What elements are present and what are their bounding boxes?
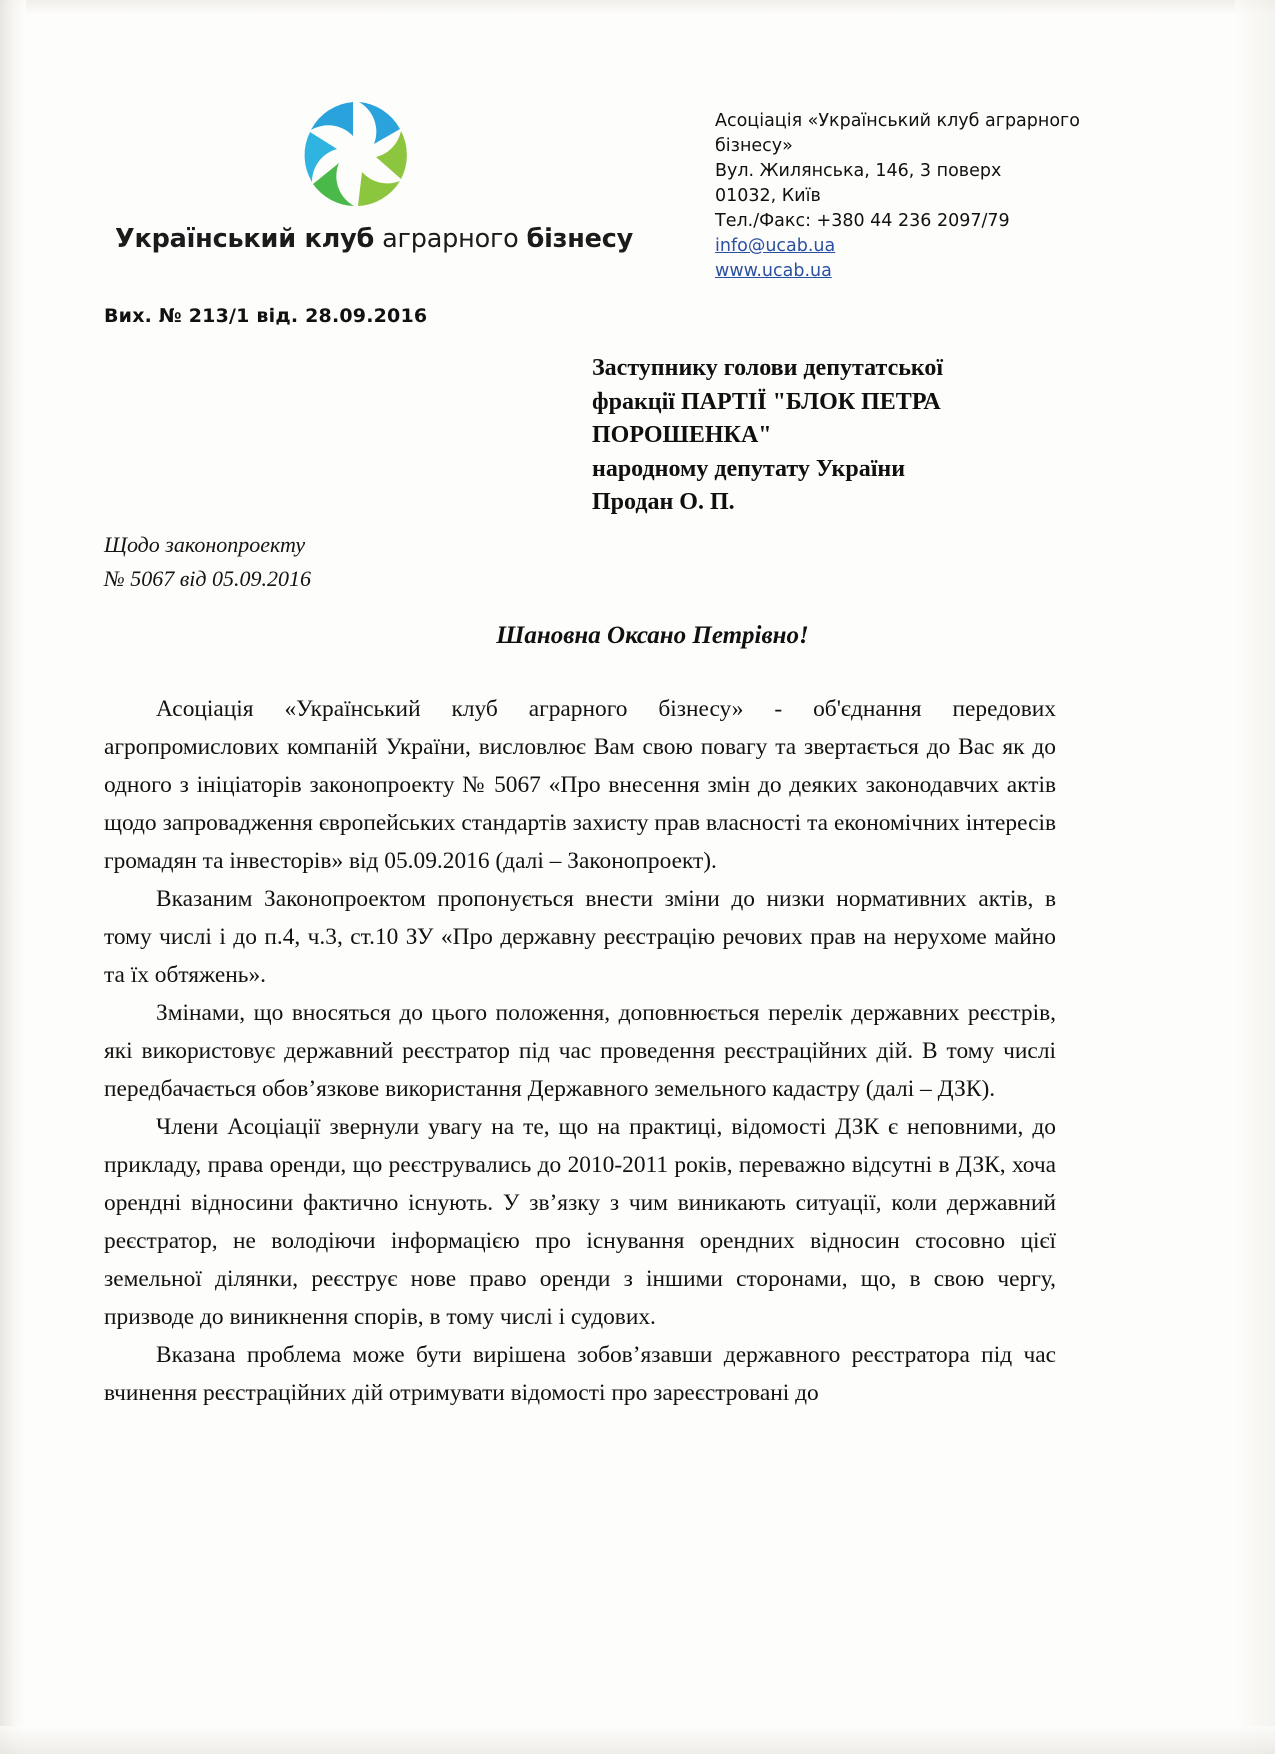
address-line: Вул. Жилянська, 146, 3 поверх xyxy=(715,161,1002,181)
organization-line-1: Асоціація «Український клуб аграрного xyxy=(715,111,1080,131)
subject-line-1: Щодо законопроекту xyxy=(104,532,306,557)
addressee-line-4: народному депутату України xyxy=(592,455,906,482)
organization-line-2: бізнесу» xyxy=(715,136,793,156)
scan-edge-top xyxy=(0,0,1275,14)
ucab-logo-icon xyxy=(290,95,470,218)
scan-edge-left xyxy=(0,0,26,1754)
addressee-line-5: Продан О. П. xyxy=(592,489,735,515)
scan-edge-bottom xyxy=(0,1726,1275,1754)
contact-block xyxy=(715,95,1180,284)
body-paragraph-2: Вказаним Законопроектом пропонується внести зміни до низки нормативних актів, в тому числі і до п.4, ч.3, ст.10 ЗУ «Про державну реєстрацію речових прав на нерухоме майно та їх обтяжень». xyxy=(104,886,1056,988)
body-paragraph-4: Члени Асоціації звернули увагу на те, що на практиці, відомості ДЗК є неповними, до прикладу, права оренди, що реєструвались до 2010-2011 років, переважно відсутні в ДЗК, хоча орендні відносини фактично існують. У зв’язку з чим виникають ситуації, коли державний реєстратор, не володіючи інформацією про існування орендних відносин стосовно цієї земельної ділянки, реєструє нове право оренди з іншими сторонами, що, в свою чергу, призводе до виникнення спорів, в тому числі і судових. xyxy=(104,1114,1056,1330)
body-paragraph-3: Змінами, що вносяться до цього положення, доповнюється перелік державних реєстрів, які використовує державний реєстратор під час проведення реєстраційних дій. В тому числі передбачається обов’язкове використання Державного земельного кадастру (далі – ДЗК). xyxy=(104,1000,1056,1102)
body-paragraph-5: Вказана проблема може бути вирішена зобов’язавши державного реєстратора під час вчинення реєстраційних дій отримувати відомості про зареєстровані до xyxy=(104,1342,1056,1406)
website-link[interactable]: www.ucab.ua xyxy=(715,261,832,281)
body-paragraph-1: Асоціація «Український клуб аграрного бізнесу» - об'єднання передових агропромислових компаній України, висловлює Вам свою повагу та звертається до Вас як до одного з ініціаторів законопроекту № 5067 «Про внесення змін до деяких законодавчих актів щодо запровадження європейських стандартів захисту прав власності та економічних інтересів громадян та інвесторів» від 05.09.2016 (далі – Законопроект). xyxy=(104,696,1056,874)
city-line: 01032, Київ xyxy=(715,186,821,206)
phone-line: Тел./Факс: +380 44 236 2097/79 xyxy=(715,211,1010,231)
brand-name-bold-1: Український клуб xyxy=(115,224,375,254)
letterhead xyxy=(110,95,1180,284)
subject-line-2: № 5067 від 05.09.2016 xyxy=(104,566,312,591)
addressee-line-3: ПОРОШЕНКА" xyxy=(592,422,772,448)
scan-edge-right xyxy=(1235,0,1275,1754)
brand-block xyxy=(110,95,634,254)
brand-name xyxy=(115,224,634,254)
addressee-line-2: фракції ПАРТІЇ "БЛОК ПЕТРА xyxy=(592,388,941,415)
brand-name-light-1: аграрного xyxy=(374,224,527,254)
letter-body xyxy=(104,690,1056,1412)
addressee-block xyxy=(592,352,1152,520)
subject-block xyxy=(104,528,311,596)
brand-name-bold-2: бізнесу xyxy=(526,224,634,254)
salutation: Шановна Оксано Петрівно! xyxy=(496,622,809,649)
outgoing-reference: Вих. № 213/1 від. 28.09.2016 xyxy=(104,305,428,327)
email-link[interactable]: info@ucab.ua xyxy=(715,236,836,256)
addressee-line-1: Заступнику голови депутатської xyxy=(592,355,944,381)
